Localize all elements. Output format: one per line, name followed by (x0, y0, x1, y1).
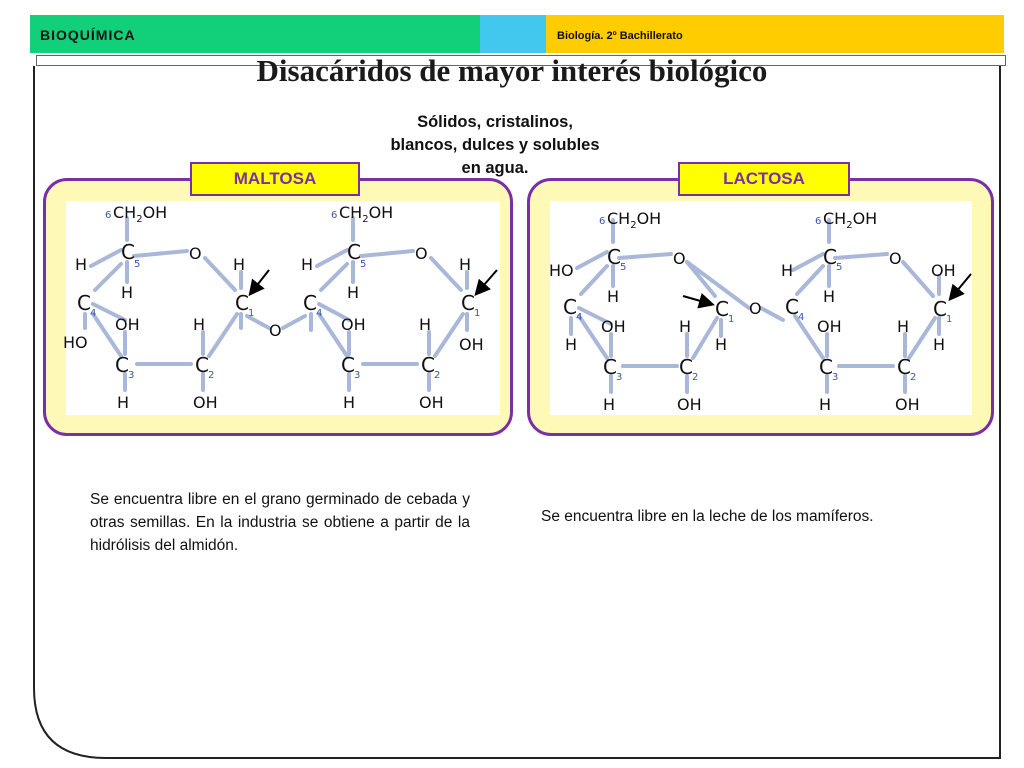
maltosa-description: Se encuentra libre en el grano germinado de cebada y otras semillas. En la industria se obtiene a partir de la hidrólisis del almidón. (90, 491, 470, 554)
atom-label: OH (115, 315, 140, 334)
atom-label: H (121, 283, 134, 302)
atom-label: H (459, 255, 472, 274)
carbon-number: 2 (910, 372, 917, 383)
atom-label: O (749, 299, 762, 318)
carbon-number: 3 (128, 370, 135, 381)
carbon-number: 4 (798, 312, 805, 323)
anomeric-arrow (683, 296, 711, 304)
carbon-number: 6 (105, 210, 112, 221)
atom-label: H (419, 315, 432, 334)
atom-label: C (563, 295, 577, 319)
atom-label: C (235, 291, 249, 315)
atom-label: C (421, 353, 435, 377)
atom-label: C (195, 353, 209, 377)
atom-label: OH (817, 317, 842, 336)
atom-label: H (117, 393, 130, 412)
atom-label: H (607, 287, 620, 306)
atom-label: OH (931, 261, 956, 280)
header-course: Biología. 2º Bachillerato (557, 30, 683, 42)
atom-label: $CH_2OH$ (607, 209, 662, 231)
atom-label: C (819, 355, 833, 379)
atom-label: C (715, 297, 729, 321)
atom-label: C (785, 295, 799, 319)
atom-label: O (673, 249, 686, 268)
atom-label: C (347, 240, 361, 264)
carbon-number: 5 (836, 262, 843, 273)
lactosa-description: Se encuentra libre en la leche de los mamíferos. (541, 508, 874, 525)
lactosa-label: LACTOSA (678, 162, 850, 196)
properties-line: blancos, dulces y solubles (390, 136, 600, 154)
atom-label: C (679, 355, 693, 379)
carbon-number: 1 (946, 314, 953, 325)
atom-label: OH (459, 335, 484, 354)
carbon-number: 6 (815, 216, 822, 227)
maltosa-structure (43, 178, 513, 436)
page-title: Disacáridos de mayor interés biológico (256, 53, 768, 88)
carbon-number: 4 (90, 308, 97, 319)
carbon-number: 1 (728, 314, 735, 325)
atom-label: OH (419, 393, 444, 412)
carbon-number: 4 (576, 312, 583, 323)
atom-label: H (819, 395, 832, 414)
atom-label: H (233, 255, 246, 274)
atom-label: H (603, 395, 616, 414)
atom-label: OH (677, 395, 702, 414)
carbon-number: 3 (616, 372, 623, 383)
maltosa-label: MALTOSA (190, 162, 360, 196)
atom-label: C (303, 291, 317, 315)
atom-label: H (823, 287, 836, 306)
atom-label: H (75, 255, 88, 274)
atom-label: O (415, 244, 428, 263)
carbon-number: 2 (692, 372, 699, 383)
atom-label: OH (895, 395, 920, 414)
atom-label: H (301, 255, 314, 274)
maltosa-bonds (85, 218, 467, 390)
atom-label: $CH_2OH$ (823, 209, 878, 231)
atom-label: $CH_2OH$ (339, 203, 394, 225)
atom-label: H (897, 317, 910, 336)
atom-label: C (77, 291, 91, 315)
anomeric-arrow (251, 270, 269, 293)
carbon-number: 6 (331, 210, 338, 221)
atom-label: H (715, 335, 728, 354)
atom-label: C (115, 353, 129, 377)
atom-label: C (603, 355, 617, 379)
carbon-number: 1 (248, 308, 255, 319)
atom-label: C (897, 355, 911, 379)
atom-label: H (679, 317, 692, 336)
carbon-number: 6 (599, 216, 606, 227)
lactosa-structure (527, 178, 994, 436)
atom-label: O (269, 321, 282, 340)
properties-line: en agua. (461, 159, 529, 177)
properties-line: Sólidos, cristalinos, (417, 113, 573, 131)
atom-label: O (889, 249, 902, 268)
carbon-number: 3 (354, 370, 361, 381)
atom-label: C (823, 245, 837, 269)
carbon-number: 4 (316, 308, 323, 319)
carbon-number: 5 (360, 259, 367, 270)
atom-label: $CH_2OH$ (113, 203, 168, 225)
atom-label: OH (193, 393, 218, 412)
atom-label: H (933, 335, 946, 354)
atom-label: OH (341, 315, 366, 334)
atom-label: H (565, 335, 578, 354)
carbon-number: 2 (208, 370, 215, 381)
header-subject: BIOQUÍMICA (40, 27, 136, 43)
atom-label: C (607, 245, 621, 269)
atom-label: O (189, 244, 202, 263)
atom-label: H (343, 393, 356, 412)
atom-label: H (193, 315, 206, 334)
atom-label: C (461, 291, 475, 315)
atom-label: C (121, 240, 135, 264)
atom-label: OH (601, 317, 626, 336)
anomeric-arrow (477, 270, 497, 293)
carbon-number: 2 (434, 370, 441, 381)
atom-label: HO (63, 333, 88, 352)
atom-label: H (781, 261, 794, 280)
carbon-number: 1 (474, 308, 481, 319)
properties-text (360, 111, 630, 180)
carbon-number: 3 (832, 372, 839, 383)
atom-label: C (341, 353, 355, 377)
carbon-number: 5 (620, 262, 627, 273)
atom-label: H (347, 283, 360, 302)
atom-label: C (933, 297, 947, 321)
atom-label: HO (549, 261, 574, 280)
carbon-number: 5 (134, 259, 141, 270)
